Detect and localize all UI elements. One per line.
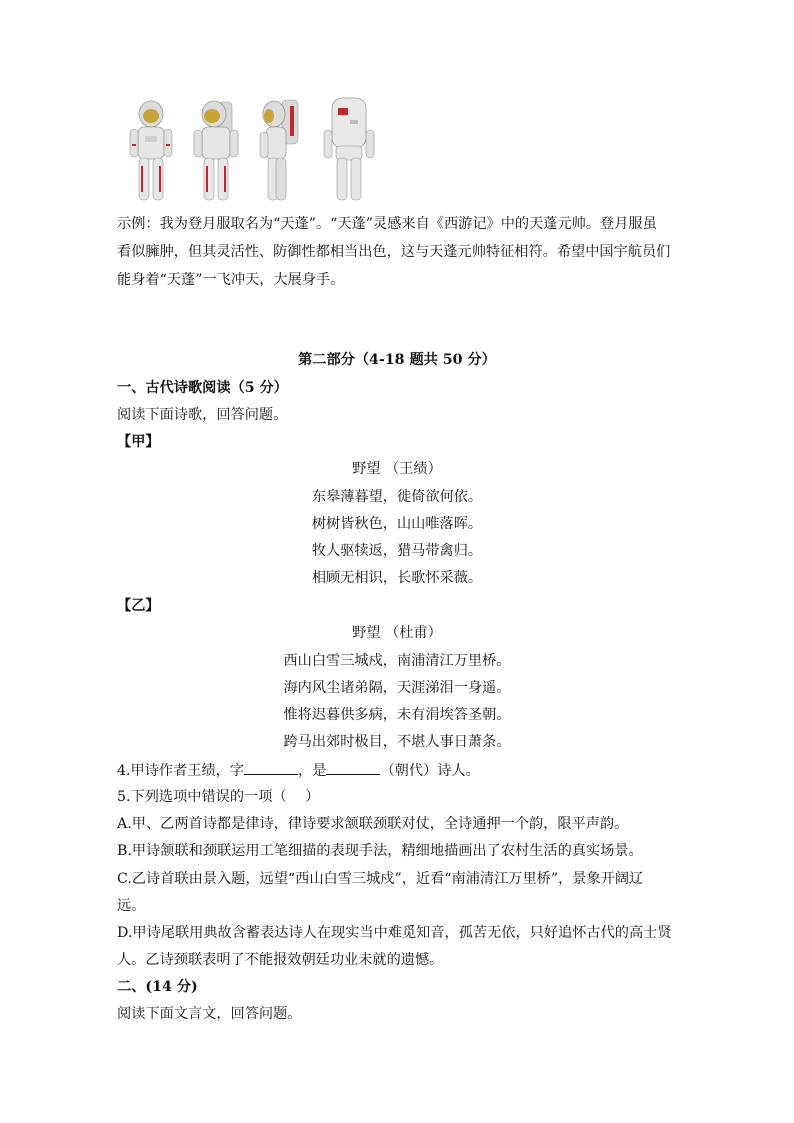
option-d: D.甲诗尾联用典故含蓄表达诗人在现实当中难觅知音，孤苦无依，只好追怀古代的高士贤 [117,925,672,941]
astronaut-three-quarter-figure [194,101,238,200]
option-b: B.甲诗颔联和颈联运用工笔细描的表现手法，精细地描画出了农村生活的真实场景。 [117,843,643,859]
instruction-2: 阅读下面文言文，回答问题。 [117,1006,302,1022]
lunar-suit-images [124,96,394,206]
poem-yi-line-3: 惟将迟暮供多病，未有涓埃答圣朝。 [283,707,511,723]
question-4-text-1: 4.甲诗作者王绩，字 [117,763,245,779]
poem-yi-line-1: 西山白雪三城戍，南浦清江万里桥。 [283,653,511,669]
astronaut-back-figure [324,98,374,200]
poem-jia-title: 野望 （王绩） [352,461,442,477]
astronaut-front-figure [130,101,172,200]
question-5: 5.下列选项中错误的一项（ ） [117,789,320,805]
example-line-3: 能身着“天蓬”一飞冲天，大展身手。 [117,272,345,288]
poem-yi-title: 野望 （杜甫） [352,625,442,641]
poem-jia-line-1: 东皋薄暮望，徙倚欲何依。 [311,489,483,505]
option-c-continued: 远。 [117,898,146,914]
answer-blank-style-name[interactable] [244,760,298,775]
label-jia: 【甲】 [117,434,160,450]
poem-jia-line-4: 相顾无相识，长歌怀采薇。 [311,570,483,586]
poem-yi-line-2: 海内风尘诸弟隔，天涯涕泪一身遥。 [283,680,511,696]
example-line-2: 看似臃肿，但其灵活性、防御性都相当出色，这与天蓬元帅特征相符。希望中国宇航员们 [117,244,671,260]
astronaut-side-figure [260,100,298,200]
part2-heading: 二、(14 分) [117,979,198,995]
question-4 [117,760,480,781]
option-a: A.甲、乙两首诗都是律诗，律诗要求颔联颈联对仗，全诗通押一个韵，限平声韵。 [117,816,629,832]
answer-blank-dynasty[interactable] [326,760,380,775]
example-line-1: 示例：我为登月服取名为“天蓬”。“天蓬”灵感来自《西游记》中的天蓬元帅。登月服虽 [117,216,657,232]
label-yi: 【乙】 [117,598,160,614]
part1-heading: 一、古代诗歌阅读（5 分） [117,380,288,396]
option-d-continued: 人。乙诗颈联表明了不能报效朝廷功业未就的遗憾。 [117,952,444,968]
poem-yi-line-4: 跨马出郊时极目，不堪人事日萧条。 [283,734,511,750]
instruction: 阅读下面诗歌，回答问题。 [117,407,288,423]
poem-jia-line-3: 牧人驱犊返，猎马带禽归。 [311,543,483,559]
question-4-text-2: ，是 [298,763,327,779]
option-c: C.乙诗首联由景入题，远望“西山白雪三城戍”，近看“南浦清江万里桥”，景象开阔辽 [117,871,644,887]
astronaut-figures-svg [124,96,394,206]
section-title: 第二部分（4-18 题共 50 分） [298,352,496,368]
poem-jia-line-2: 树树皆秋色，山山唯落晖。 [311,516,483,532]
question-4-text-3: （朝代）诗人。 [380,763,480,779]
